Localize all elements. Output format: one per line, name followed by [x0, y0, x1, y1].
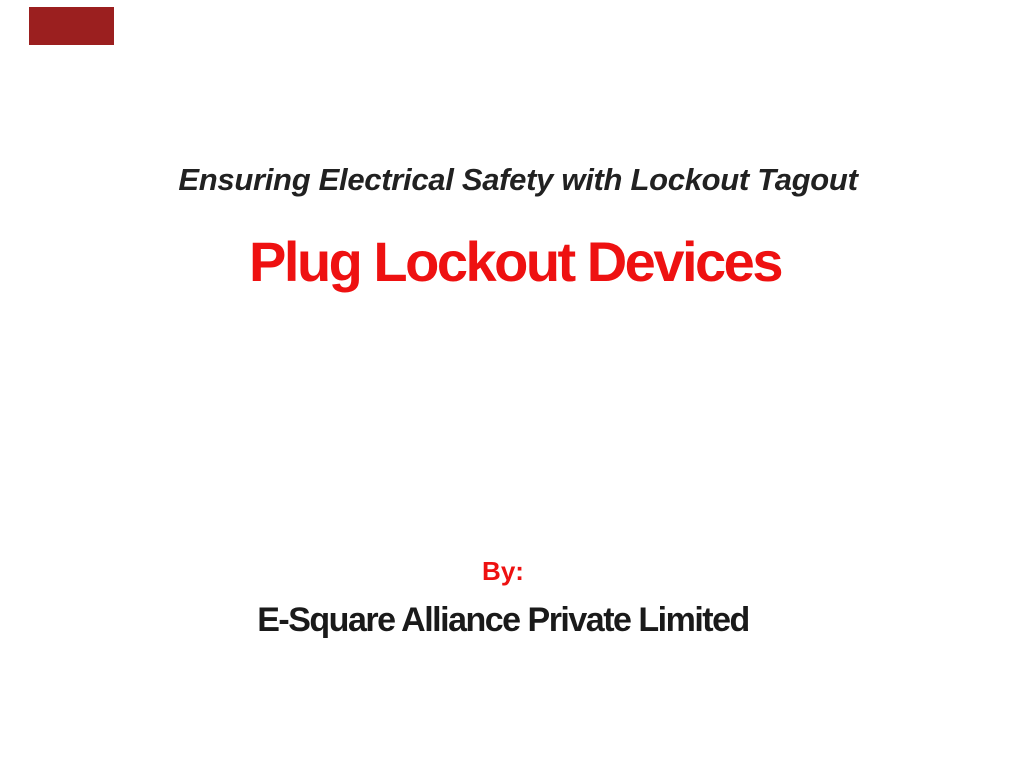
slide-subtitle: Ensuring Electrical Safety with Lockout Tagout: [178, 162, 858, 197]
company-name: E-Square Alliance Private Limited: [257, 601, 749, 639]
byline-label: By:: [482, 556, 524, 586]
slide-title: Plug Lockout Devices: [249, 230, 781, 293]
corner-accent-rectangle: [29, 7, 114, 45]
